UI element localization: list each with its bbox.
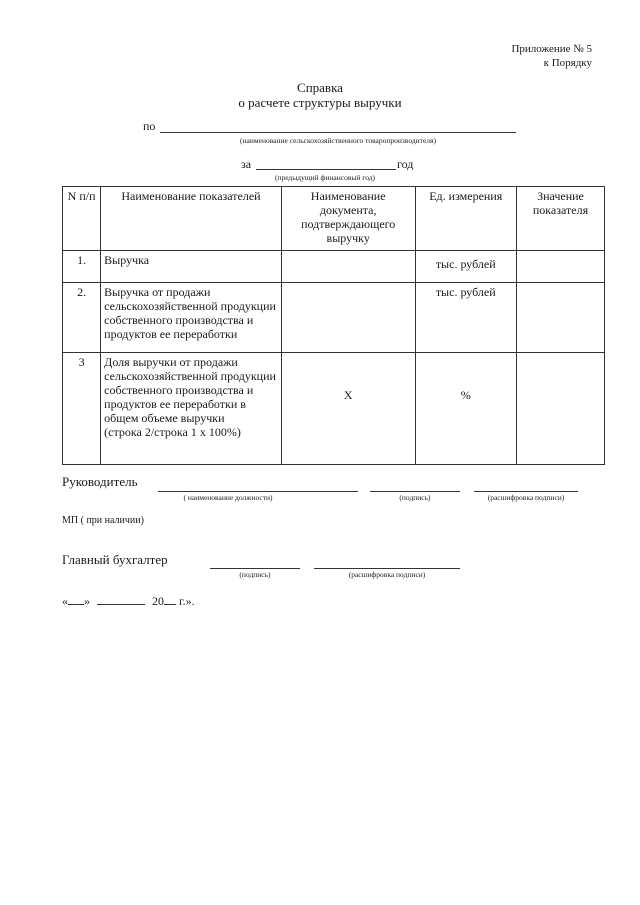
date-day-field[interactable] [68, 604, 84, 605]
head-position-caption: ( наименование должности) [183, 493, 273, 502]
row-3-formula: (строка 2/строка 1 x 100%) [104, 425, 241, 439]
head-position-line[interactable] [158, 491, 358, 492]
annex-reference: к Порядку [543, 57, 592, 69]
date-close-quote: » [84, 594, 90, 608]
row-3-unit: % [415, 353, 516, 465]
row-2-value[interactable] [516, 283, 604, 353]
period-field-line[interactable] [256, 169, 396, 170]
period-suffix: год [397, 157, 414, 171]
date-open-quote: « [62, 594, 68, 608]
producer-caption: (наименование сельскохозяйственного товаропроизводителя) [240, 136, 436, 145]
revenue-structure-table [62, 186, 605, 465]
date-year-suffix: г.». [179, 594, 195, 608]
row-1-document[interactable] [281, 251, 415, 283]
row-2-unit: тыс. рублей [415, 283, 516, 353]
accountant-label: Главный бухгалтер [62, 552, 168, 567]
stamp-note: МП ( при наличии) [62, 515, 144, 526]
head-decode-line[interactable] [474, 491, 578, 492]
date-year-field[interactable] [164, 604, 176, 605]
head-decode-caption: (расшифровка подписи) [487, 493, 565, 502]
head-label: Руководитель [62, 474, 138, 489]
date-year-prefix: 20 [152, 594, 164, 608]
title-main: Справка [297, 80, 343, 95]
table-header-row [63, 187, 605, 251]
row-1-name: Выручка [101, 251, 282, 283]
document-title [0, 80, 640, 110]
annex-note [511, 42, 592, 70]
accountant-signature-caption: (подпись) [239, 570, 271, 579]
row-1-num: 1. [63, 251, 101, 283]
header-num: N п/п [63, 187, 101, 251]
producer-field-line[interactable] [160, 132, 516, 133]
row-2-document[interactable] [281, 283, 415, 353]
table-row [63, 283, 605, 353]
row-2-num: 2. [63, 283, 101, 353]
head-signature-caption: (подпись) [399, 493, 431, 502]
accountant-decode-line[interactable] [314, 568, 460, 569]
table-row [63, 353, 605, 465]
table-row [63, 251, 605, 283]
date-month-field[interactable] [97, 604, 145, 605]
header-document: Наименование документа, подтверждающего выручку [281, 187, 415, 251]
period-caption: (предыдущий финансовый год) [274, 173, 376, 182]
annex-number: Приложение № 5 [511, 43, 592, 55]
row-1-value[interactable] [516, 251, 604, 283]
head-signature-line[interactable] [370, 491, 460, 492]
row-3-value[interactable] [516, 353, 604, 465]
header-indicator-name: Наименование показателей [101, 187, 282, 251]
header-unit: Ед. измерения [415, 187, 516, 251]
header-value: Значение показателя [516, 187, 604, 251]
title-subtitle: о расчете структуры выручки [238, 95, 402, 110]
row-3-name-cell [101, 353, 282, 465]
date-line [62, 594, 195, 609]
row-3-document: X [281, 353, 415, 465]
row-2-name: Выручка от продажи сельскохозяйственной продукции собственного производства и продуктов ее переработки [101, 283, 282, 353]
row-1-unit: тыс. рублей [415, 251, 516, 283]
row-3-num: 3 [63, 353, 101, 465]
period-prefix: за [241, 157, 252, 171]
producer-prefix: по [143, 119, 156, 133]
row-3-name: Доля выручки от продажи сельскохозяйственной продукции собственного производства и продуктов ее переработки в общем объеме выручки [104, 355, 276, 425]
accountant-signature-line[interactable] [210, 568, 300, 569]
accountant-decode-caption: (расшифровка подписи) [348, 570, 426, 579]
